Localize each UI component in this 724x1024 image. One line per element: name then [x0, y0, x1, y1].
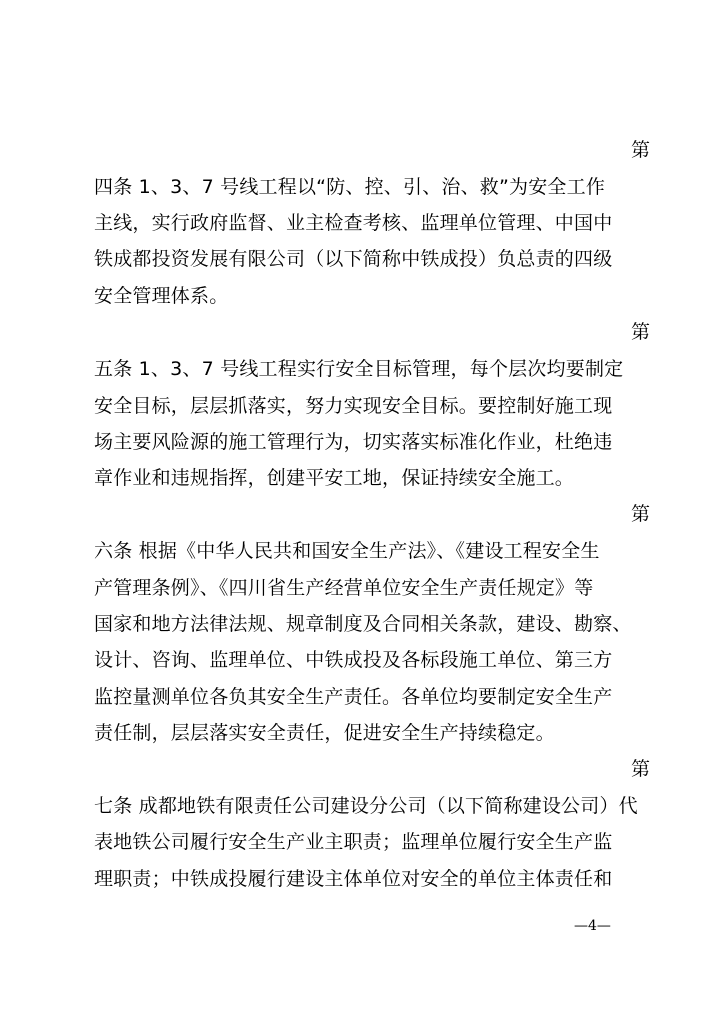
text-line: 表地铁公司履行安全生产业主职责；监理单位履行安全生产监	[94, 831, 613, 853]
text-line: 设计、咨询、监理单位、中铁成投及各标段施工单位、第三方	[94, 649, 613, 671]
text-line: 六条 根据《中华人民共和国安全生产法》、《建设工程安全生	[94, 540, 600, 562]
text-line: 监控量测单位各负其安全生产责任。各单位均要制定安全生产	[94, 686, 613, 708]
text-line: 责任制，层层落实安全责任，促进安全生产持续稳定。	[94, 722, 555, 744]
article-marker-6: 第	[630, 503, 650, 525]
text-line: 安全管理体系。	[94, 285, 229, 307]
article-marker-7: 第	[630, 758, 650, 780]
text-line: 理职责；中铁成投履行建设主体单位对安全的单位主体责任和	[94, 868, 613, 890]
page-number: —4—	[574, 918, 611, 934]
text-line: 章作业和违规指挥，创建平安工地，保证持续安全施工。	[94, 467, 575, 489]
text-line: 铁成都投资发展有限公司（以下简称中铁成投）负总责的四级	[94, 248, 613, 270]
text-line: 四条 1、3、7 号线工程以“防、控、引、治、救”为安全工作	[94, 176, 606, 198]
text-line: 七条 成都地铁有限责任公司建设分公司（以下简称建设公司）代	[94, 795, 638, 817]
text-line: 国家和地方法律法规、规章制度及合同相关条款，建设、勘察、	[94, 613, 632, 635]
text-line: 安全目标，层层抓落实，努力实现安全目标。要控制好施工现	[94, 395, 613, 417]
article-marker-5: 第	[630, 321, 650, 343]
text-line: 五条 1、3、7 号线工程实行安全目标管理，每个层次均要制定	[94, 358, 624, 380]
text-line: 主线，实行政府监督、业主检查考核、监理单位管理、中国中	[94, 212, 613, 234]
text-line: 产管理条例》、《四川省生产经营单位安全生产责任规定》等	[94, 577, 594, 599]
text-line: 场主要风险源的施工管理行为，切实落实标准化作业，杜绝违	[94, 431, 613, 453]
article-marker-4: 第	[630, 139, 650, 161]
